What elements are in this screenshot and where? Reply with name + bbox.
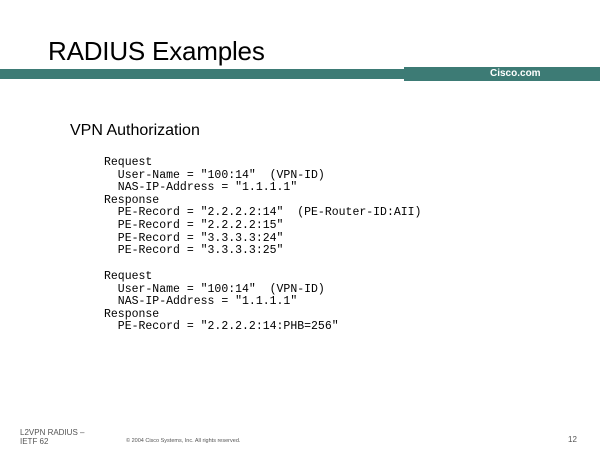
- code-line: PE-Record = "3.3.3.3:24": [104, 231, 284, 245]
- brand-label: Cisco.com: [490, 68, 541, 79]
- example-block-2: [104, 271, 339, 334]
- code-line: Request: [104, 270, 153, 283]
- code-line: Response: [104, 307, 160, 321]
- footer-label-line-1: L2VPN RADIUS –: [20, 428, 85, 437]
- footer-label-line-2: IETF 62: [20, 437, 49, 446]
- code-line: User-Name = "100:14" (VPN-ID): [104, 282, 325, 296]
- code-line: PE-Record = "3.3.3.3:25": [104, 244, 284, 258]
- code-line: Response: [104, 193, 160, 207]
- page-number: 12: [568, 435, 577, 444]
- slide-title: RADIUS Examples: [48, 36, 265, 66]
- code-line: PE-Record = "2.2.2.2:14" (PE-Router-ID:AII): [104, 206, 422, 220]
- section-heading: VPN Authorization: [70, 122, 200, 139]
- code-line: PE-Record = "2.2.2.2:14:PHB=256": [104, 320, 339, 334]
- footer-presentation-label: [20, 428, 100, 446]
- code-line: Request: [104, 156, 153, 169]
- footer-copyright: © 2004 Cisco Systems, Inc. All rights reserved.: [126, 438, 241, 444]
- title-underline-bar: [0, 69, 404, 79]
- code-line: User-Name = "100:14" (VPN-ID): [104, 168, 325, 182]
- code-line: NAS-IP-Address = "1.1.1.1": [104, 295, 298, 309]
- example-block-1: [104, 157, 421, 258]
- code-line: NAS-IP-Address = "1.1.1.1": [104, 181, 298, 195]
- code-line: PE-Record = "2.2.2.2:15": [104, 218, 284, 232]
